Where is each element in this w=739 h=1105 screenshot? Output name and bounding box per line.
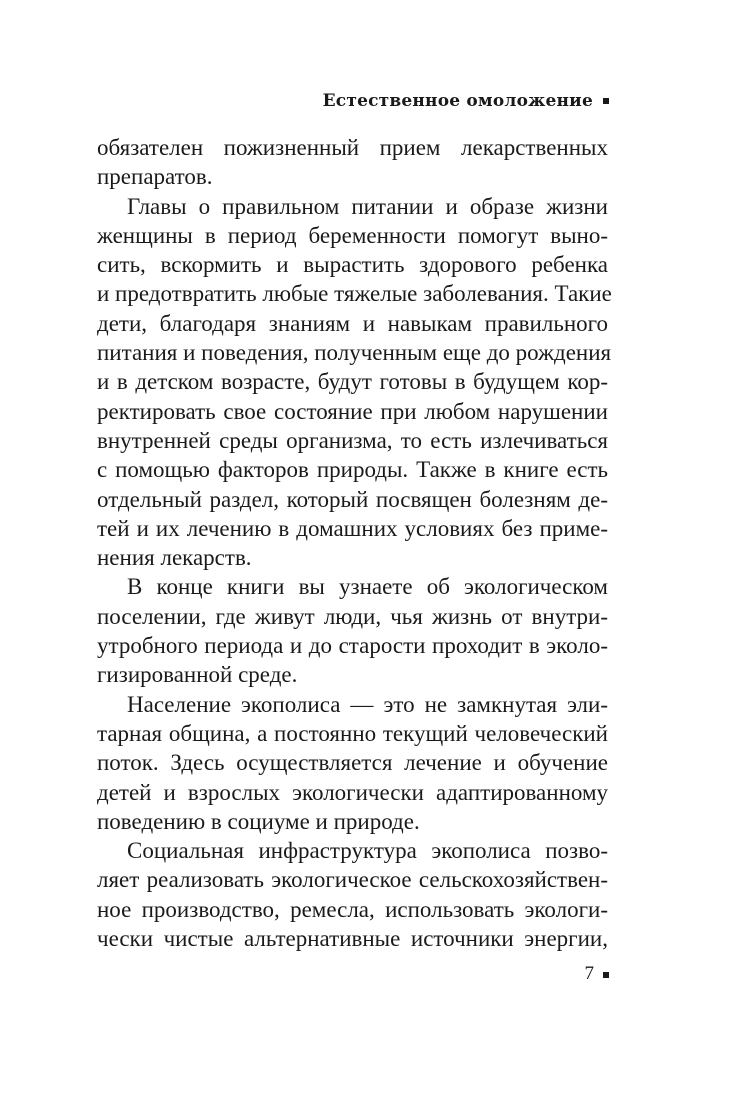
text-line: чески чистые альтернативные источники энергии, bbox=[97, 926, 608, 952]
text-line: тей и их лечению в домашних условиях без приме- bbox=[97, 515, 608, 541]
text-line: утробного периода и до старости проходит в эколо- bbox=[97, 633, 608, 659]
text-line: ректировать свое состояние при любом нарушении bbox=[97, 398, 608, 424]
text-line: Социальная инфраструктура экополиса позво- bbox=[127, 838, 608, 864]
text-line: и предотвратить любые тяжелые заболевания. Такие bbox=[97, 281, 612, 307]
text-line: и в детском возрасте, будут готовы в будущем кор- bbox=[97, 369, 608, 395]
running-head: Естественное омоложение bbox=[322, 91, 593, 111]
text-line: сить, вскормить и вырастить здорового ребенка bbox=[97, 252, 608, 278]
text-line: внутренней среды организма, то есть излечиваться bbox=[97, 427, 608, 453]
text-line: Главы о правильном питании и образе жизни bbox=[127, 193, 608, 219]
body-text bbox=[97, 133, 612, 953]
text-line: питания и поведения, полученным еще до рождения bbox=[97, 340, 612, 366]
text-line: поселении, где живут люди, чья жизнь от внутри- bbox=[97, 603, 608, 629]
text-line: В конце книги вы узнаете об экологическом bbox=[127, 574, 608, 600]
text-line: Население экополиса — это не замкнутая эли- bbox=[127, 691, 608, 717]
text-line: дети, благодаря знаниям и навыкам правильного bbox=[97, 310, 608, 336]
running-head-square-marker bbox=[603, 98, 609, 104]
text-line: тарная община, а постоянно текущий человеческий bbox=[97, 720, 608, 746]
text-line: ляет реализовать экологическое сельскохозяйствен- bbox=[97, 867, 608, 893]
text-line: женщины в период беременности помогут выно- bbox=[97, 222, 608, 248]
text-line: поток. Здесь осуществляется лечение и обучение bbox=[97, 750, 608, 776]
text-line: ное производство, ремесла, использовать экологи- bbox=[97, 896, 608, 922]
page-number: 7 bbox=[584, 963, 594, 984]
text-line: нения лекарств. bbox=[97, 545, 252, 571]
text-line: гизированной среде. bbox=[97, 662, 298, 688]
text-line: детей и взрослых экологически адаптированному bbox=[97, 779, 608, 805]
text-line: обязателен пожизненный прием лекарственных bbox=[97, 135, 608, 160]
text-line: с помощью факторов природы. Также в книге есть bbox=[97, 457, 608, 483]
page-number-square-marker bbox=[603, 972, 609, 978]
text-line: препаратов. bbox=[97, 164, 213, 190]
text-line: поведению в социуме и природе. bbox=[97, 808, 420, 834]
text-line: отдельный раздел, который посвящен болезням де- bbox=[97, 486, 608, 512]
